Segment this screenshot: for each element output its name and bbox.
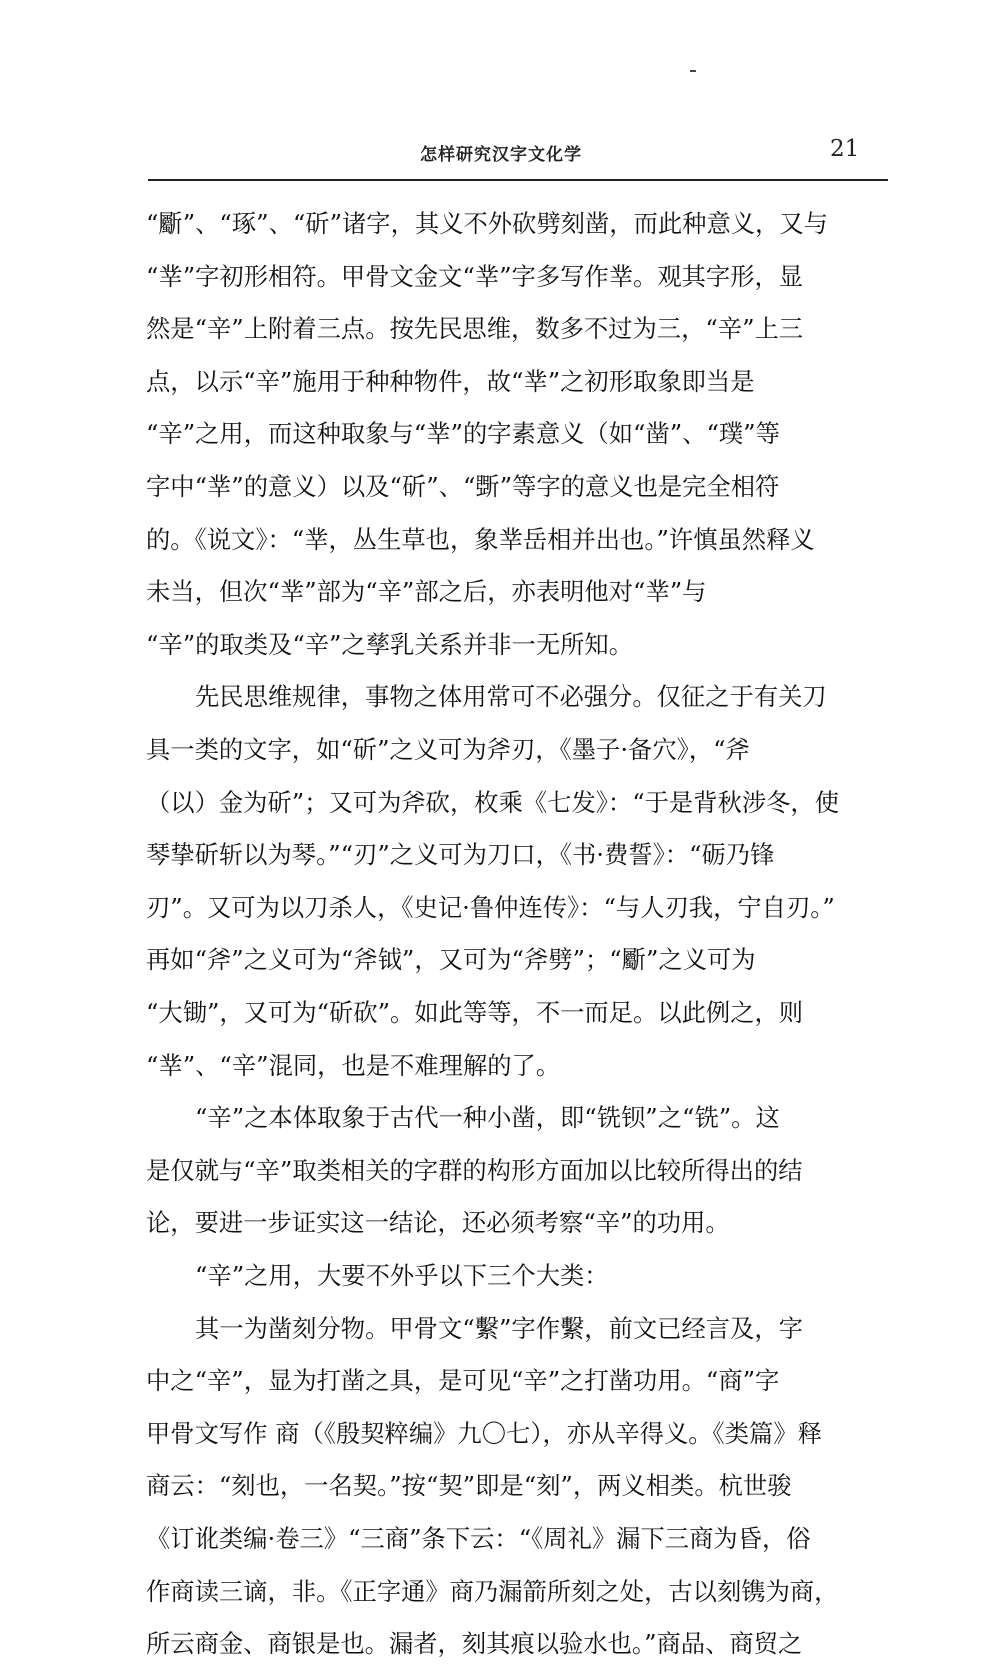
header-rule [148, 179, 888, 181]
text-line: 然是“辛”上附着三点。按先民思维，数多不过为三，“辛”上三 [146, 314, 804, 344]
text-line: 《订讹类编·卷三》“三商”条下云：“《周礼》漏下三商为昏，俗 [146, 1524, 811, 1553]
text-line: 所云商金、商银是也。漏者，刻其痕以验水也。”商品、商贸之 [146, 1629, 803, 1659]
text-line: “辛”之本体取象于古代一种小凿，即“铣钡”之“铣”。这 [195, 1103, 780, 1133]
text-line: 琴挚斫斩以为琴。”“刃”之义可为刀口，《书·费誓》：“砺乃锋 [146, 840, 775, 870]
text-line: 商云：“刻也，一名契。”按“契”即是“刻”，两义相类。杭世骏 [146, 1471, 792, 1501]
text-line: “辛”之用，而这种取象与“丵”的字素意义（如“凿”、“璞”等 [146, 419, 780, 449]
text-line: “丵”、“辛”混同，也是不难理解的了。 [146, 1050, 561, 1080]
text-line: 字中“丵”的意义）以及“斫”、“斲”等字的意义也是完全相符 [146, 472, 780, 501]
text-line: “大锄”，又可为“斫砍”。如此等等，不一而足。以此例之，则 [146, 998, 804, 1027]
text-line: “丵”字初形相符。甲骨文金文“丵”字多写作丵。观其字形，显 [146, 261, 804, 291]
text-line: 论，要进一步证实这一结论，还必须考察“辛”的功用。 [146, 1208, 730, 1238]
text-line: 再如“斧”之义可为“斧钺”，又可为“斧劈”；“斸”之义可为 [146, 945, 756, 975]
text-line: 的。《说文》：“丵，丛生草也，象丵岳相并出也。”许慎虽然释义 [146, 524, 815, 554]
text-line: （以）金为斫”；又可为斧砍，枚乘《七发》：“于是背秋涉冬，使 [146, 787, 840, 817]
text-line: 未当，但次“丵”部为“辛”部之后，亦表明他对“丵”与 [146, 577, 707, 607]
text-line: 点，以示“辛”施用于种种物件，故“丵”之初形取象即当是 [146, 366, 755, 396]
running-title: 怎样研究汉字文化学 [420, 145, 582, 165]
text-line: 刃”。又可为以刀杀人，《史记·鲁仲连传》：“与人刃我，宁自刃。” [146, 892, 835, 922]
running-header [148, 132, 888, 186]
text-line: “辛”的取类及“辛”之孳乳关系并非一无所知。 [146, 629, 634, 659]
scan-speck [690, 70, 696, 72]
text-line: 具一类的文字，如“斫”之义可为斧刃，《墨子·备穴》，“斧 [146, 735, 750, 764]
text-line: 是仅就与“辛”取类相关的字群的构形方面加以比较所得出的结 [146, 1155, 803, 1185]
text-line: “辛”之用，大要不外乎以下三个大类： [195, 1261, 609, 1290]
text-line: 中之“辛”，显为打凿之具，是可见“辛”之打凿功用。“商”字 [146, 1366, 780, 1396]
text-line: 甲骨文写作 商（《殷契粹编》九〇七），亦从辛得义。《类篇》释 [146, 1418, 822, 1448]
text-line: 其一为凿刻分物。甲骨文“繫”字作繫，前文已经言及，字 [195, 1313, 803, 1343]
page-number: 21 [830, 136, 860, 162]
text-line: 先民思维规律，事物之体用常可不必强分。仅征之于有关刀 [195, 682, 827, 712]
text-line: “斸”、“琢”、“斫”诸字，其义不外砍劈刻凿，而此种意义，又与 [146, 209, 828, 238]
text-line: 作商读三谪，非。《正字通》商乃漏箭所刻之处，古以刻镌为商， [146, 1576, 839, 1606]
